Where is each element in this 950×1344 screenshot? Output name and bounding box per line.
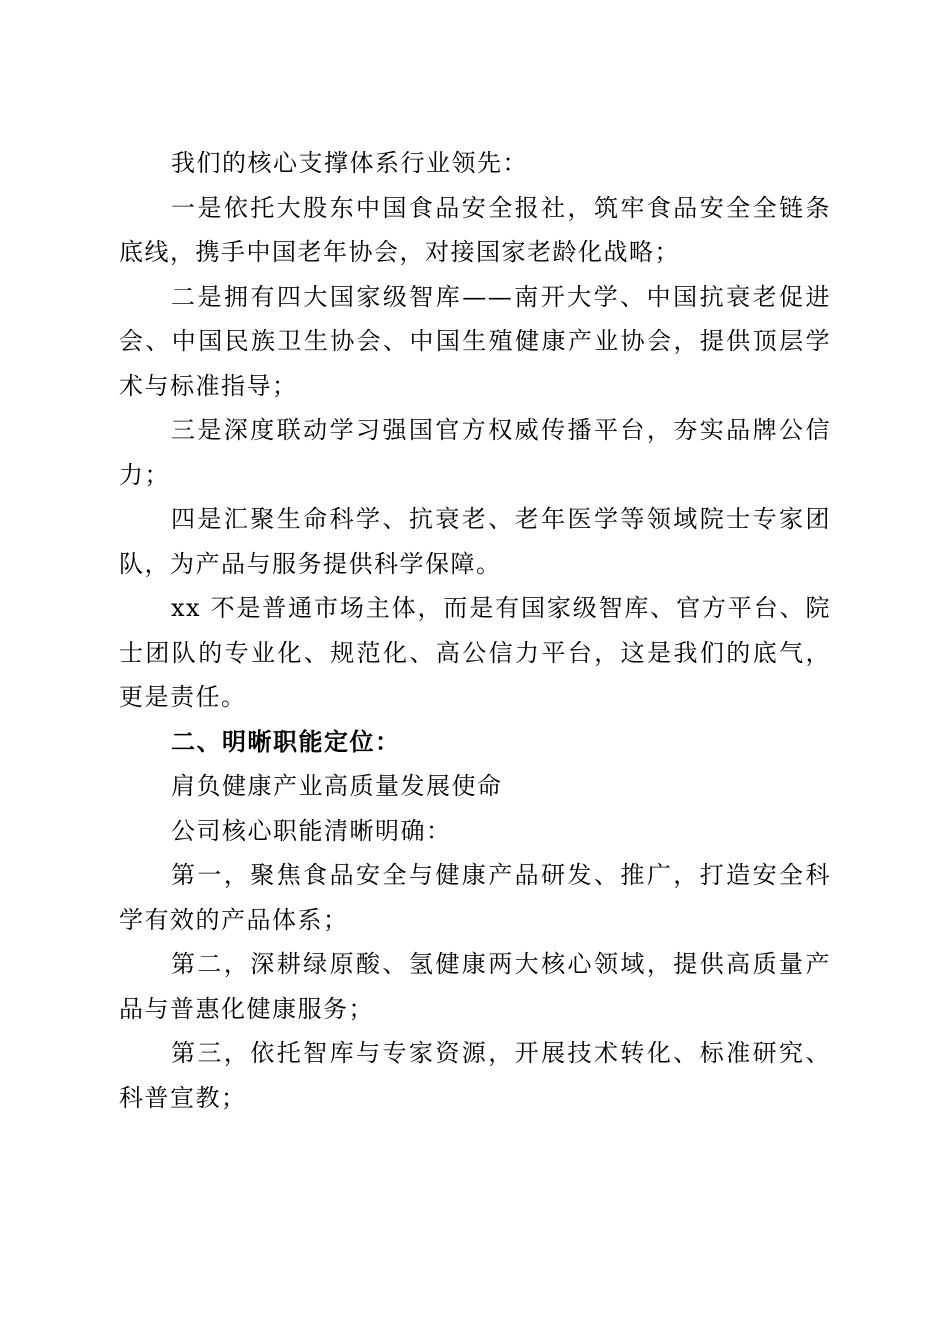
section-heading: 二、明晰职能定位： — [171, 726, 401, 756]
section-subtitle: 肩负健康产业高质量发展使命 — [171, 772, 503, 800]
document-body — [119, 141, 831, 1120]
summary-paragraph: xx 不是普通市场主体，而是有国家级智库、官方平台、院士团队的专业化、规范化、高公信力平台，这是我们的底气，更是责任。 — [119, 594, 831, 711]
function-item-3: 第三，依托智库与专家资源，开展技术转化、标准研究、科普宣教； — [119, 1039, 831, 1112]
function-item-2: 第二，深耕绿原酸、氢健康两大核心领域，提供高质量产品与普惠化健康服务； — [119, 950, 831, 1023]
function-item-1: 第一，聚焦食品安全与健康产品研发、推广，打造安全科学有效的产品体系； — [119, 861, 831, 934]
support-item-2: 二是拥有四大国家级智库——南开大学、中国抗衰老促进会、中国民族卫生协会、中国生殖健康产业协会，提供顶层学术与标准指导； — [119, 282, 831, 400]
function-intro: 公司核心职能清晰明确： — [171, 816, 452, 845]
support-item-1: 一是依托大股东中国食品安全报社，筑牢食品安全全链条底线，携手中国老年协会，对接国家老龄化战略； — [119, 193, 831, 266]
support-item-4: 四是汇聚生命科学、抗衰老、老年医学等领域院士专家团队，为产品与服务提供科学保障。 — [119, 505, 831, 578]
support-item-3: 三是深度联动学习强国官方权威传播平台，夯实品牌公信力； — [119, 416, 831, 489]
intro-paragraph: 我们的核心支撑体系行业领先： — [171, 149, 528, 177]
